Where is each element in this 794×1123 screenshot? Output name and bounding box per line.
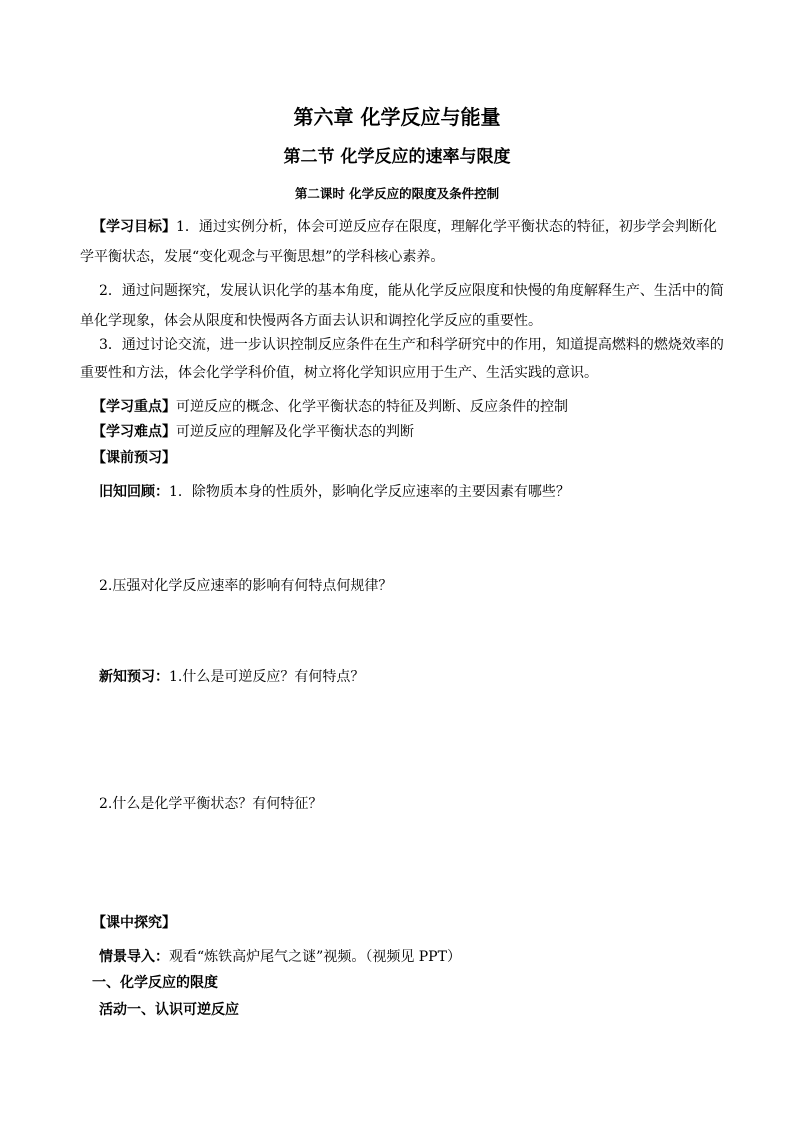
part-one-heading: 一、化学反应的限度 [92,975,218,991]
activity-one-heading: 活动一、认识可逆反应 [99,1002,239,1018]
goals-item2-line1: 2．通过问题探究，发展认识化学的基本角度，能从化学反应限度和快慢的角度解释生产、生活中的简 [99,283,724,299]
new-q1-text: 1.什么是可逆反应？有何特点？ [169,669,365,685]
goals-label: 【学习目标】 [92,219,176,235]
lesson-title: 第二课时 化学反应的限度及条件控制 [294,186,500,201]
difficulties [92,423,414,441]
goals-paragraph-1a [92,218,717,236]
new-question-1 [99,668,364,686]
difficulties-text: 可逆反应的理解及化学平衡状态的判断 [176,424,414,440]
chapter-title: 第六章 化学反应与能量 [293,105,501,129]
goals-item1-line1: 1．通过实例分析，体会可逆反应存在限度，理解化学平衡状态的特征，初步学会判断化 [176,219,717,235]
goals-item2-line2: 单化学现象，体会从限度和快慢两各方面去认识和调控化学反应的重要性。 [80,313,542,329]
review-q1-text: 1．除物质本身的性质外，影响化学反应速率的主要因素有哪些？ [169,484,570,500]
goals-item3-line1: 3．通过讨论交流，进一步认识控制反应条件在生产和科学研究中的作用，知道提高燃料的燃烧效率的 [99,337,724,353]
review-question-1 [99,483,570,501]
goals-item3-line2: 重要性和方法，体会化学学科价值，树立将化学知识应用于生产、生活实践的意识。 [80,365,598,381]
scene-intro [99,948,461,966]
new-label: 新知预习： [99,669,169,685]
inclass-label: 【课中探究】 [92,915,176,931]
key-points-text: 可逆反应的概念、化学平衡状态的特征及判断、反应条件的控制 [176,399,568,415]
difficulties-label: 【学习难点】 [92,424,176,440]
scene-intro-text: 观看“炼铁高炉尾气之谜”视频。（视频见 PPT） [169,949,461,965]
review-question-2: 2.压强对化学反应速率的影响有何特点何规律？ [99,578,393,594]
key-points [92,398,568,416]
review-label: 旧知回顾： [99,484,169,500]
section-title: 第二节 化学反应的速率与限度 [283,147,511,167]
goals-item1-line2: 学平衡状态，发展“变化观念与平衡思想”的学科核心素养。 [80,249,445,265]
key-points-label: 【学习重点】 [92,399,176,415]
preview-label: 【课前预习】 [92,450,176,466]
new-question-2: 2.什么是化学平衡状态？有何特征？ [99,796,323,812]
scene-intro-label: 情景导入： [99,949,169,965]
